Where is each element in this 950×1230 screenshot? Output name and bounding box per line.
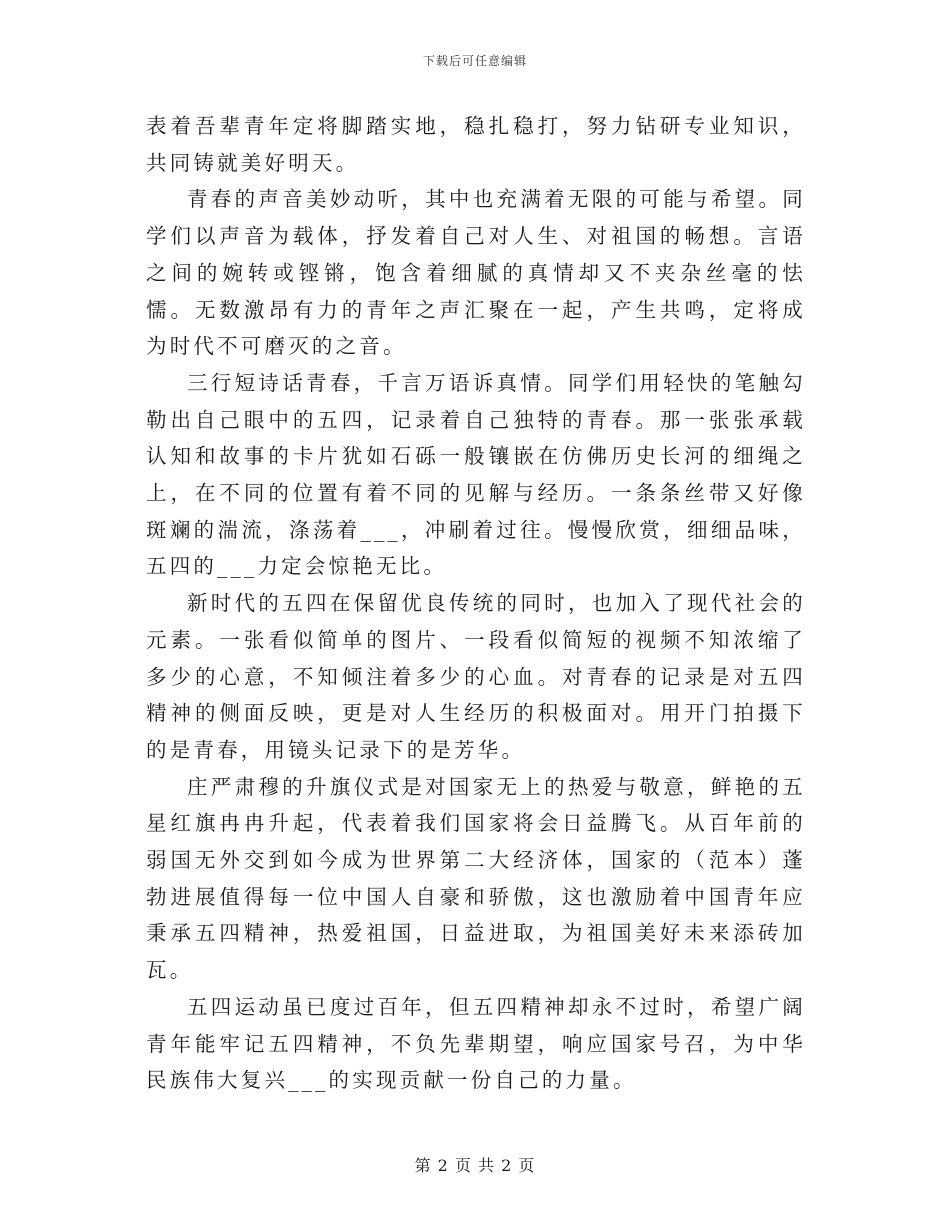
document-body [146,108,806,1099]
page-number-footer: 第 2 页 共 2 页 [414,1156,536,1175]
paragraph-voice: 青春的声音美妙动听，其中也充满着无限的可能与希望。同学们以声音为载体，抒发着自己对人生、对祖国的畅想。言语之间的婉转或铿锵，饱含着细腻的真情却又不夹杂丝毫的怯懦。无数激昂有力的青年之声汇聚在一起，产生共鸣，定将成为时代不可磨灭的之音。 [146,187,806,359]
paragraph-new-era: 新时代的五四在保留优良传统的同时，也加入了现代社会的元素。一张看似简单的图片、一段看似简短的视频不知浓缩了多少的心意，不知倾注着多少的心血。对青春的记录是对五四精神的侧面反映，更是对人生经历的积极面对。用开门拍摄下的是青春，用镜头记录下的是芳华。 [146,591,806,762]
paragraph-continuation: 表着吾辈青年定将脚踏实地，稳扎稳打，努力钻研专业知识，共同铸就美好明天。 [146,114,806,175]
paragraph-flag-raising: 庄严肃穆的升旗仪式是对国家无上的热爱与敬意，鲜艳的五星红旗冉冉升起，代表着我们国家将会日益腾飞。从百年前的弱国无外交到如今成为世界第二大经济体，国家的（范本）蓬勃进展值得每一位中国人自豪和骄傲，这也激励着中国青年应秉承五四精神，热爱祖国，日益进取，为祖国美好未来添砖加瓦。 [146,774,806,983]
page-header: 下载后可任意编辑 [422,54,527,68]
paragraph-conclusion: 五四运动虽已度过百年，但五四精神却永不过时，希望广阔青年能牢记五四精神，不负先辈期望，响应国家号召，为中华民族伟大复兴___的实现贡献一份自己的力量。 [146,994,806,1093]
paragraph-poetry: 三行短诗话青春，千言万语诉真情。同学们用轻快的笔触勾勒出自己眼中的五四，记录着自己独特的青春。那一张张承载认知和故事的卡片犹如石砾一般镶嵌在仿佛历史长河的细绳之上，在不同的位置有着不同的见解与经历。一条条丝带又好像斑斓的湍流，涤荡着___，冲刷着过往。慢慢欣赏，细细品味，五四的___力定会惊艳无比。 [146,370,806,579]
